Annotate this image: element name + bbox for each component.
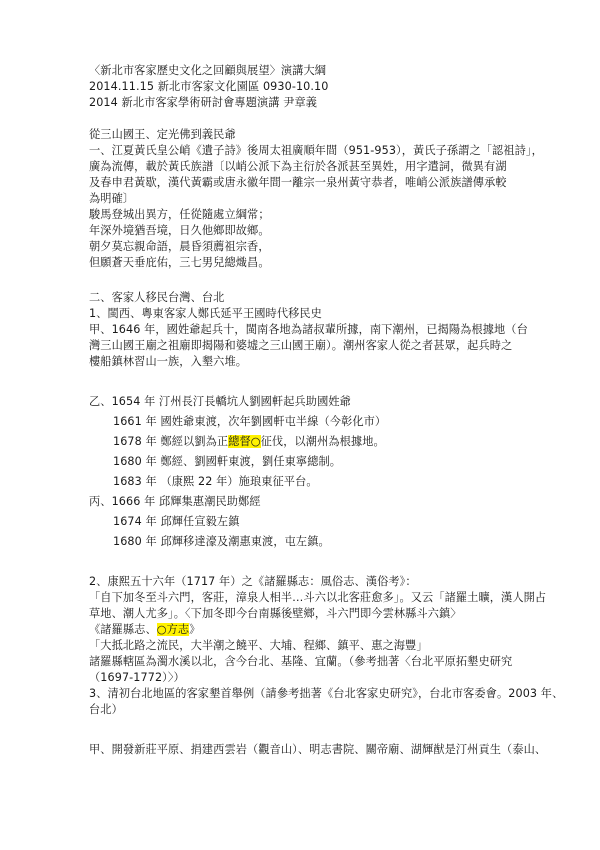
section2-heading: 二、客家人移民台灣、台北 xyxy=(89,291,225,304)
bing-title: 丙、1666 年 邱輝集惠潮民助鄭經 xyxy=(89,495,261,508)
jia-line: 灣三山國王廟之祖廟即揭陽和婆墟之三山國王廟）。潮州客家人從之者甚眾，起兵時之 xyxy=(89,339,513,352)
highlighted-text: ○方志 xyxy=(156,623,190,636)
zhuluo-line xyxy=(89,622,200,637)
timeline-entry: 1661 年 國姓爺東渡，次年劉國軒屯半線（今彰化市） xyxy=(113,415,387,428)
last-line: 甲、開發新莊平原、捐建西雲岩（觀音山）、明志書院、關帝廟、湖輝猷是汀州貢生（泰山、 xyxy=(89,743,547,756)
highlighted-text: 總督○ xyxy=(228,435,261,448)
event-speaker-line: 2014 新北市客家學術研討會專題演講 尹章義 xyxy=(89,96,318,109)
yi-title: 乙、1654 年 汀州長汀長轎坑人劉國軒起兵助國姓爺 xyxy=(89,395,351,408)
poem-line: 駿馬登城出異方，任從隨處立綱常； xyxy=(89,208,270,221)
para-line: 廣為流傳，載於黃氏族譜〔以峭公派下為主衍於各派甚至異姓，用字遣詞，微異有湖 xyxy=(89,160,507,173)
entry-text: 《諸羅縣志、 xyxy=(89,623,157,636)
timeline-entry-1678 xyxy=(113,434,385,449)
para-line: 一、江夏黃氏皇公峭《遺子詩》後周太祖廣順年間（951-953），黃氏子孫謂之「認祖詩」， xyxy=(89,144,543,157)
subsection3-title-cont: 台北） xyxy=(89,703,123,716)
entry-text: 》 xyxy=(189,623,201,636)
timeline-entry: 1680 年 鄭經、劉國軒東渡，劉任東寧總制。 xyxy=(113,455,342,468)
poem-line: 朝夕莫忘親命語，晨昏須薦祖宗香， xyxy=(89,240,270,253)
quote-line: 「大抵北路之流民，大半潮之饒平、大埔、程鄉、鎮平、惠之海豐」 xyxy=(89,639,428,652)
quote-line: 「自下加冬至斗六門，客莊，漳泉人相半…斗六以北客莊愈多」。又云「諸羅土曠，漢人開占 xyxy=(89,591,547,604)
jia-line: 樓船鎮林習山一族，入墾六堆。 xyxy=(89,355,248,368)
document-title: 〈新北市客家歷史文化之回顧與展望〉演講大綱 xyxy=(89,64,327,77)
quote-line: 草地、潮人尤多」。〈下加冬即今台南縣後壁鄉，斗六門即今雲林縣斗六鎮〉 xyxy=(89,607,462,620)
subsection1-title: 1、閩西、粵東客家人鄭氏延平王國時代移民史 xyxy=(89,307,322,320)
quote-line: 諸羅縣轄區為濁水溪以北，含今台北、基隆、宜蘭。（參考拙著〈台北平原拓墾史研究 xyxy=(89,655,513,668)
section1-heading: 從三山國王、定光佛到義民爺 xyxy=(89,128,236,141)
poem-line: 年深外境猶吾境，日久他鄉即故鄉。 xyxy=(89,224,270,237)
subsection3-title: 3、清初台北地區的客家墾首舉例（請參考拙著《台北客家史研究》，台北市客委會。2003 年、 xyxy=(89,687,564,700)
para-line: 及春申君黃歇，漢代黃霸或唐永徽年間一離宗一泉州黃守恭者，唯峭公派族譜傳承較 xyxy=(89,176,507,189)
poem-line: 但願蒼天垂庇佑，三七男兒總熾昌。 xyxy=(89,256,270,269)
jia-line: 甲、1646 年，國姓爺起兵十，閩南各地為諸叔輩所據，南下潮州，已揭陽為根據地（台 xyxy=(89,323,528,336)
quote-line: （1697-1772）〉） xyxy=(89,671,185,684)
subsection2-title: 2、康熙五十六年（1717 年）之《諸羅縣志：風俗志、漢俗考》： xyxy=(89,575,417,588)
entry-text: 征伐，以潮州為根據地。 xyxy=(260,435,385,448)
para-line: 為明確〕 xyxy=(89,192,135,205)
timeline-entry: 1680 年 邱輝移達濠及潮惠東渡，屯左鎮。 xyxy=(113,535,330,548)
date-venue-line: 2014.11.15 新北市客家文化園區 0930-10.10 xyxy=(89,80,329,93)
timeline-entry: 1683 年 （康熙 22 年）施琅東征平台。 xyxy=(113,475,318,488)
entry-text: 1678 年 鄭經以劉為正 xyxy=(113,435,229,448)
timeline-entry: 1674 年 邱輝任宣毅左鎮 xyxy=(113,515,240,528)
